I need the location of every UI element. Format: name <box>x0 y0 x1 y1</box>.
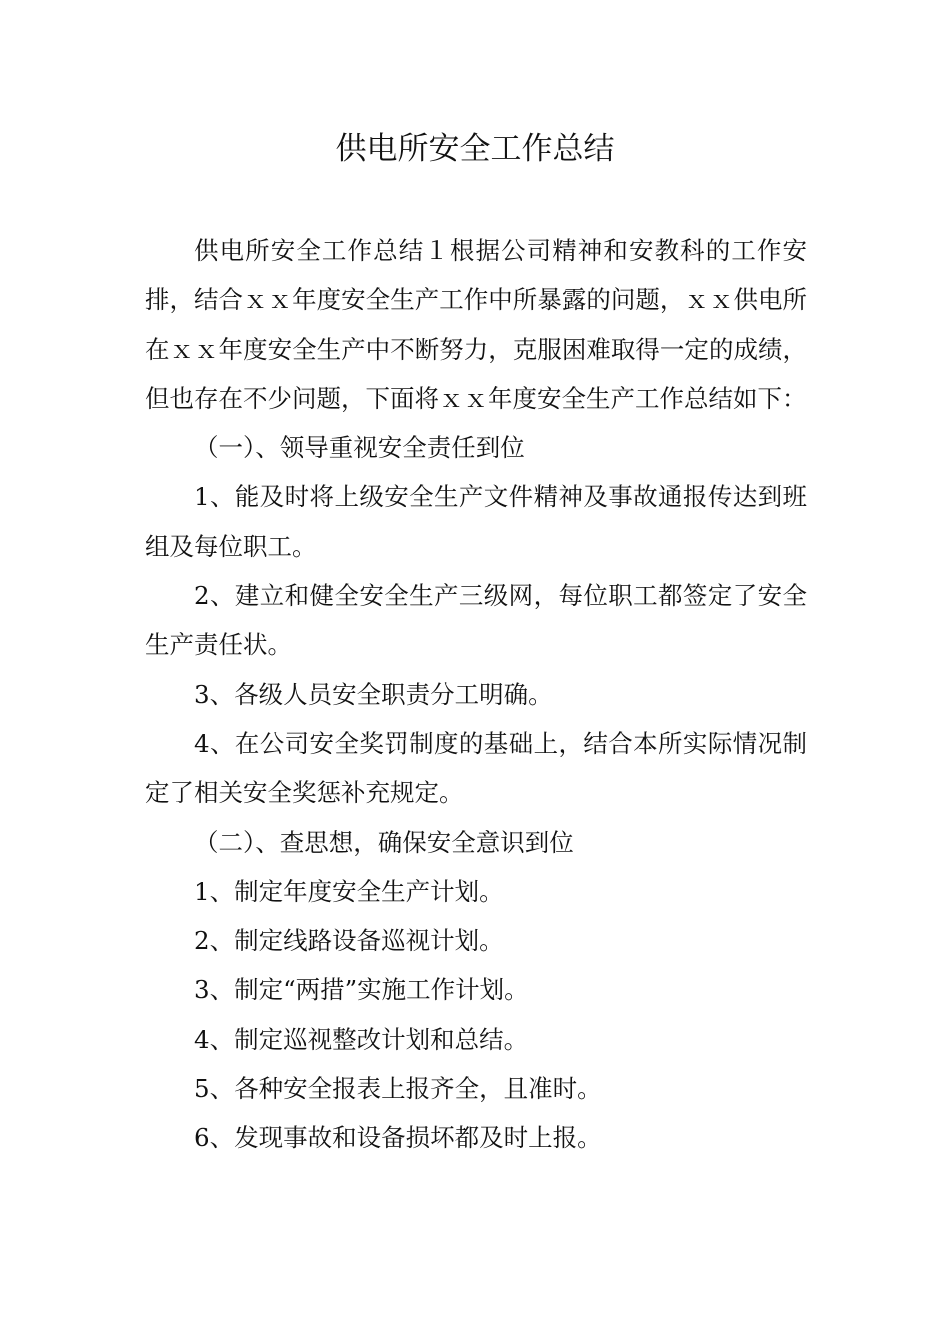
section-heading-2: （二）、查思想，确保安全意识到位 <box>194 827 574 857</box>
list-item: 6、发现事故和设备损坏都及时上报。 <box>194 1123 602 1153</box>
document-body <box>145 226 807 1163</box>
section-heading-1: （一）、领导重视安全责任到位 <box>194 433 525 463</box>
list-item: 2、建立和健全安全生产三级网，每位职工都签定了安全生产责任状。 <box>145 581 807 660</box>
list-item: 3、各级人员安全职责分工明确。 <box>194 679 553 709</box>
document-title: 供电所安全工作总结 <box>335 131 615 167</box>
list-item: 3、制定“两措”实施工作计划。 <box>194 975 529 1005</box>
intro-paragraph: 供电所安全工作总结１根据公司精神和安教科的工作安排，结合ｘｘ年度安全生产工作中所暴露的问题，ｘｘ供电所在ｘｘ年度安全生产中不断努力，克服困难取得一定的成绩，但也存在不少问题，下面将ｘｘ年度安全生产工作总结如下： <box>145 236 807 413</box>
list-item: 5、各种安全报表上报齐全，且准时。 <box>194 1074 602 1104</box>
list-item: 1、制定年度安全生产计划。 <box>194 876 504 906</box>
list-item: 2、制定线路设备巡视计划。 <box>194 926 504 956</box>
list-item: 1、能及时将上级安全生产文件精神及事故通报传达到班组及每位职工。 <box>145 482 807 561</box>
list-item: 4、制定巡视整改计划和总结。 <box>194 1024 529 1054</box>
list-item: 4、在公司安全奖罚制度的基础上，结合本所实际情况制定了相关安全奖惩补充规定。 <box>145 728 807 808</box>
